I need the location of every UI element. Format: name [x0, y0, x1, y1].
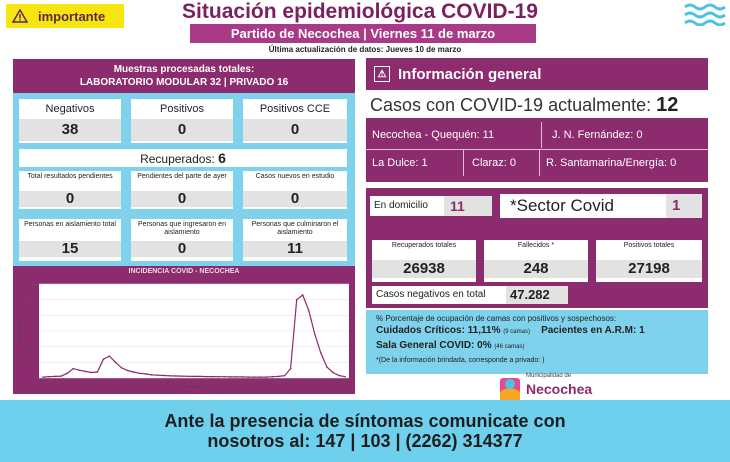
data-point	[344, 376, 346, 378]
data-point	[187, 375, 189, 377]
dulce-cell: La Dulce: 1	[366, 150, 464, 176]
camas-line1: % Porcentaje de ocupación de camas con positivos y sospechosos:	[376, 314, 617, 323]
positivos-totales-label: Positivos totales	[623, 242, 675, 249]
x-tick-label: 30	[155, 380, 160, 384]
data-point	[42, 376, 44, 378]
data-point	[248, 376, 250, 378]
ingresaron-label: Personas que ingresaron en aislamiento	[138, 221, 226, 236]
x-tick-label: 33	[174, 380, 178, 384]
estudio-cell	[243, 171, 347, 209]
x-tick-label: 5	[319, 380, 322, 384]
x-tick-label: 4	[313, 380, 316, 384]
recup-label: Recuperados totales	[391, 242, 457, 249]
camas-sala-row	[376, 339, 698, 354]
recup-value: 26938	[372, 260, 476, 278]
x-tick-label: 3	[307, 380, 310, 384]
data-point	[290, 368, 292, 370]
x-tick-label: 24	[119, 380, 124, 384]
x-tick-label: 47	[258, 380, 263, 384]
x-tick-label: 51	[282, 380, 287, 384]
data-point	[193, 376, 195, 378]
data-point	[314, 333, 316, 335]
data-point	[320, 352, 322, 354]
x-tick-label: 8	[338, 380, 340, 384]
data-point	[235, 376, 237, 378]
warning-icon	[12, 9, 28, 23]
logo-top: Municipalidad de	[526, 373, 572, 379]
data-point	[205, 376, 207, 378]
data-point	[302, 294, 304, 296]
chart-title: INCIDENCIA COVID - NECOCHEA	[128, 268, 240, 275]
x-tick-label: 27	[137, 380, 142, 384]
aislamiento-value: 15	[19, 241, 121, 257]
camas-cc-row	[376, 324, 698, 339]
waves-icon	[684, 2, 726, 26]
negativos-cell	[19, 99, 121, 143]
fallecidos-label: Fallecidos *	[517, 242, 555, 249]
x-tick-label: 22	[107, 380, 112, 384]
update-text: Última actualización de datos: Jueves 10 de marzo	[268, 45, 462, 54]
recuperados-label: Recuperados:	[140, 152, 215, 166]
page-title: Situación epidemiológica COVID-19	[182, 0, 538, 23]
x-tick-label: 19	[89, 380, 94, 384]
data-point	[199, 376, 201, 378]
data-point	[223, 376, 225, 378]
x-tick-label: 15	[65, 380, 69, 384]
positivos-value: 0	[131, 119, 233, 141]
badge-label: importante	[38, 8, 106, 24]
data-point	[260, 376, 262, 378]
data-point	[338, 375, 340, 377]
localidades-grid	[366, 118, 708, 182]
x-tick-label: 52	[288, 380, 293, 384]
x-tick-label: 46	[252, 380, 257, 384]
y-tick-label: 3000	[28, 329, 37, 334]
jn-cell: J. N. Fernández: 0	[552, 129, 643, 141]
footer-line2: nosotros al: 147 | 103 | (2262) 314377	[207, 431, 523, 451]
positivos-label: Positivos	[159, 103, 205, 115]
recuperados-totales-cell	[372, 240, 476, 282]
pendientes-value: 0	[19, 191, 121, 207]
x-tick-label: 31	[162, 380, 166, 384]
pcce-label: Positivos CCE	[259, 103, 331, 115]
data-point	[133, 371, 135, 373]
sector-value: 1	[666, 194, 702, 218]
x-tick-label: 23	[113, 380, 118, 384]
x-tick-label: 26	[131, 380, 136, 384]
activos-label: Casos con COVID-19 actualmente:	[370, 95, 652, 115]
data-point	[242, 376, 244, 378]
data-point	[84, 371, 86, 373]
data-point	[145, 373, 147, 375]
activos-row	[366, 92, 708, 118]
estudio-value: 0	[243, 191, 347, 207]
data-point	[157, 374, 159, 376]
x-tick-label: 36	[192, 380, 196, 384]
data-point	[332, 372, 334, 374]
cc-label: Cuidados Críticos: 11,11%	[376, 325, 501, 336]
negativos-label: Negativos	[45, 103, 95, 115]
sector-label: *Sector Covid	[500, 194, 666, 218]
claraz-cell: Claraz: 0	[466, 150, 540, 176]
data-point	[308, 310, 310, 312]
logo-emblem-icon	[498, 372, 522, 402]
y-tick-label: 1000	[28, 360, 37, 366]
info-header	[366, 58, 708, 90]
importante-badge	[6, 4, 124, 28]
x-tick-label: 48	[264, 380, 269, 384]
arm-label: Pacientes en A.R.M: 1	[541, 325, 645, 336]
pend-ayer-value: 0	[131, 191, 233, 207]
positivos-totales-value: 27198	[596, 260, 702, 278]
x-tick-label: 17	[77, 380, 82, 384]
data-point	[266, 376, 268, 378]
data-point	[60, 375, 62, 377]
x-tick-label: 41	[222, 380, 226, 384]
data-point	[163, 375, 165, 377]
y-tick-label: 6000	[28, 282, 37, 287]
data-point	[181, 375, 183, 377]
x-tick-label: 35	[186, 380, 190, 384]
positivos-cell	[131, 99, 233, 143]
x-tick-label: 37	[198, 380, 202, 384]
lab-line1: Muestras procesadas totales:	[113, 64, 255, 75]
pcce-cell	[243, 99, 347, 143]
ingresaron-cell	[131, 219, 233, 261]
positivos-totales-cell	[596, 240, 702, 282]
data-point	[54, 376, 56, 378]
data-point	[169, 375, 171, 377]
data-point	[217, 376, 219, 378]
sala-label: Sala General COVID: 0%	[376, 340, 492, 351]
y-axis-label: Nº DE CASOS	[18, 319, 22, 343]
data-point	[115, 362, 117, 364]
y-tick-label: 2000	[28, 344, 37, 350]
x-tick-label: 39	[210, 380, 214, 384]
fallecidos-value: 248	[484, 260, 588, 278]
data-point	[254, 376, 256, 378]
x-tick-label: 16	[71, 380, 75, 384]
footer-line1: Ante la presencia de síntomas comunicate con	[164, 411, 566, 431]
x-tick-label: 1	[295, 380, 298, 384]
x-tick-label: 12	[47, 380, 51, 384]
x-tick-label: 40	[216, 380, 220, 384]
x-tick-label: 28	[143, 380, 148, 384]
negativos-value: 38	[19, 119, 121, 141]
data-point	[48, 376, 50, 378]
x-tick-label: 50	[276, 380, 281, 384]
lab-panel	[13, 59, 355, 93]
incidence-chart	[13, 276, 355, 394]
data-point	[91, 372, 93, 374]
data-point	[175, 375, 177, 377]
x-tick-label: 14	[59, 380, 63, 384]
activos-value: 12	[656, 94, 679, 116]
data-point	[296, 299, 298, 301]
logo-name: Necochea	[526, 381, 593, 397]
y-tick-label: 4000	[28, 313, 37, 319]
info-title: Información general	[398, 65, 542, 83]
pendientes-cell	[19, 171, 121, 209]
fallecidos-cell	[484, 240, 588, 282]
lab-stats	[13, 93, 355, 266]
x-tick-label: 11	[41, 380, 45, 384]
footer-banner	[0, 400, 730, 462]
pcce-value: 0	[243, 119, 347, 141]
sala-note: (46 camas)	[494, 344, 525, 350]
cc-note: (9 camas)	[503, 329, 530, 335]
x-tick-label: 44	[240, 380, 245, 384]
data-point	[151, 374, 153, 376]
aislamiento-cell	[19, 219, 121, 261]
data-point	[272, 376, 274, 378]
x-tick-label: 13	[53, 380, 57, 384]
data-point	[72, 368, 74, 370]
data-point	[121, 367, 123, 369]
camas-panel	[366, 310, 708, 374]
culminaron-cell	[243, 219, 347, 261]
necochea-cell: Necochea - Quequén: 11	[366, 122, 542, 148]
data-point	[278, 376, 280, 378]
pend-ayer-cell	[131, 171, 233, 209]
x-tick-label: 34	[180, 380, 184, 384]
x-tick-label: 2	[301, 380, 304, 384]
x-tick-label: 45	[246, 380, 251, 384]
data-point	[139, 373, 141, 375]
x-tick-label: 20	[95, 380, 100, 384]
data-point	[326, 366, 328, 368]
camas-note: *(De la información brindada, corresponde a privado: )	[376, 357, 545, 364]
x-tick-label: 18	[83, 380, 88, 384]
recuperados-row	[19, 149, 347, 167]
data-point	[66, 373, 68, 375]
culminaron-value: 11	[243, 241, 347, 257]
x-axis-label: SEMANA	[186, 385, 202, 389]
negativos-total-value: 47.282	[506, 286, 568, 304]
data-point	[109, 355, 111, 357]
x-tick-label: 43	[234, 380, 239, 384]
culminaron-label: Personas que culminaron el aislamiento	[251, 221, 339, 236]
estudio-label: Casos nuevos en estudio	[255, 173, 335, 180]
warning-icon: ⚠	[374, 66, 390, 82]
domicilio-value: 11	[444, 196, 492, 216]
santamarina-cell: R. Santamarina/Energía: 0	[546, 157, 677, 169]
pend-ayer-label: Pendientes del parte de ayer	[137, 173, 227, 180]
x-tick-label: 32	[168, 380, 172, 384]
x-tick-label: 21	[101, 380, 106, 384]
x-tick-label: 38	[204, 380, 208, 384]
data-point	[103, 358, 105, 360]
data-point	[211, 376, 213, 378]
x-tick-label: 25	[125, 380, 130, 384]
data-point	[127, 370, 129, 372]
x-tick-label: 6	[325, 380, 328, 384]
subtitle-bar: Partido de Necochea | Viernes 11 de marzo	[190, 24, 536, 43]
data-point	[229, 376, 231, 378]
x-tick-label: 42	[228, 380, 233, 384]
recuperados-value: 6	[218, 150, 226, 166]
x-tick-label: 7	[332, 380, 334, 384]
y-tick-label: 0	[34, 376, 37, 381]
pendientes-label: Total resultados pendientes	[27, 173, 113, 180]
aislamiento-label: Personas en aislamiento total	[24, 221, 116, 228]
x-tick-label: 49	[270, 380, 275, 384]
data-point	[97, 371, 99, 373]
lab-line2: LABORATORIO MODULAR 32 | PRIVADO 16	[79, 77, 289, 88]
x-tick-label: 29	[149, 380, 154, 384]
negativos-total-label: Casos negativos en total	[372, 286, 506, 304]
casos-panel	[366, 188, 708, 308]
ingresaron-value: 0	[131, 241, 233, 257]
domicilio-label: En domicilio	[370, 196, 444, 216]
data-point	[78, 369, 80, 371]
data-point	[284, 375, 286, 377]
y-tick-label: 5000	[28, 297, 37, 303]
x-tick-label: 9	[344, 380, 346, 384]
